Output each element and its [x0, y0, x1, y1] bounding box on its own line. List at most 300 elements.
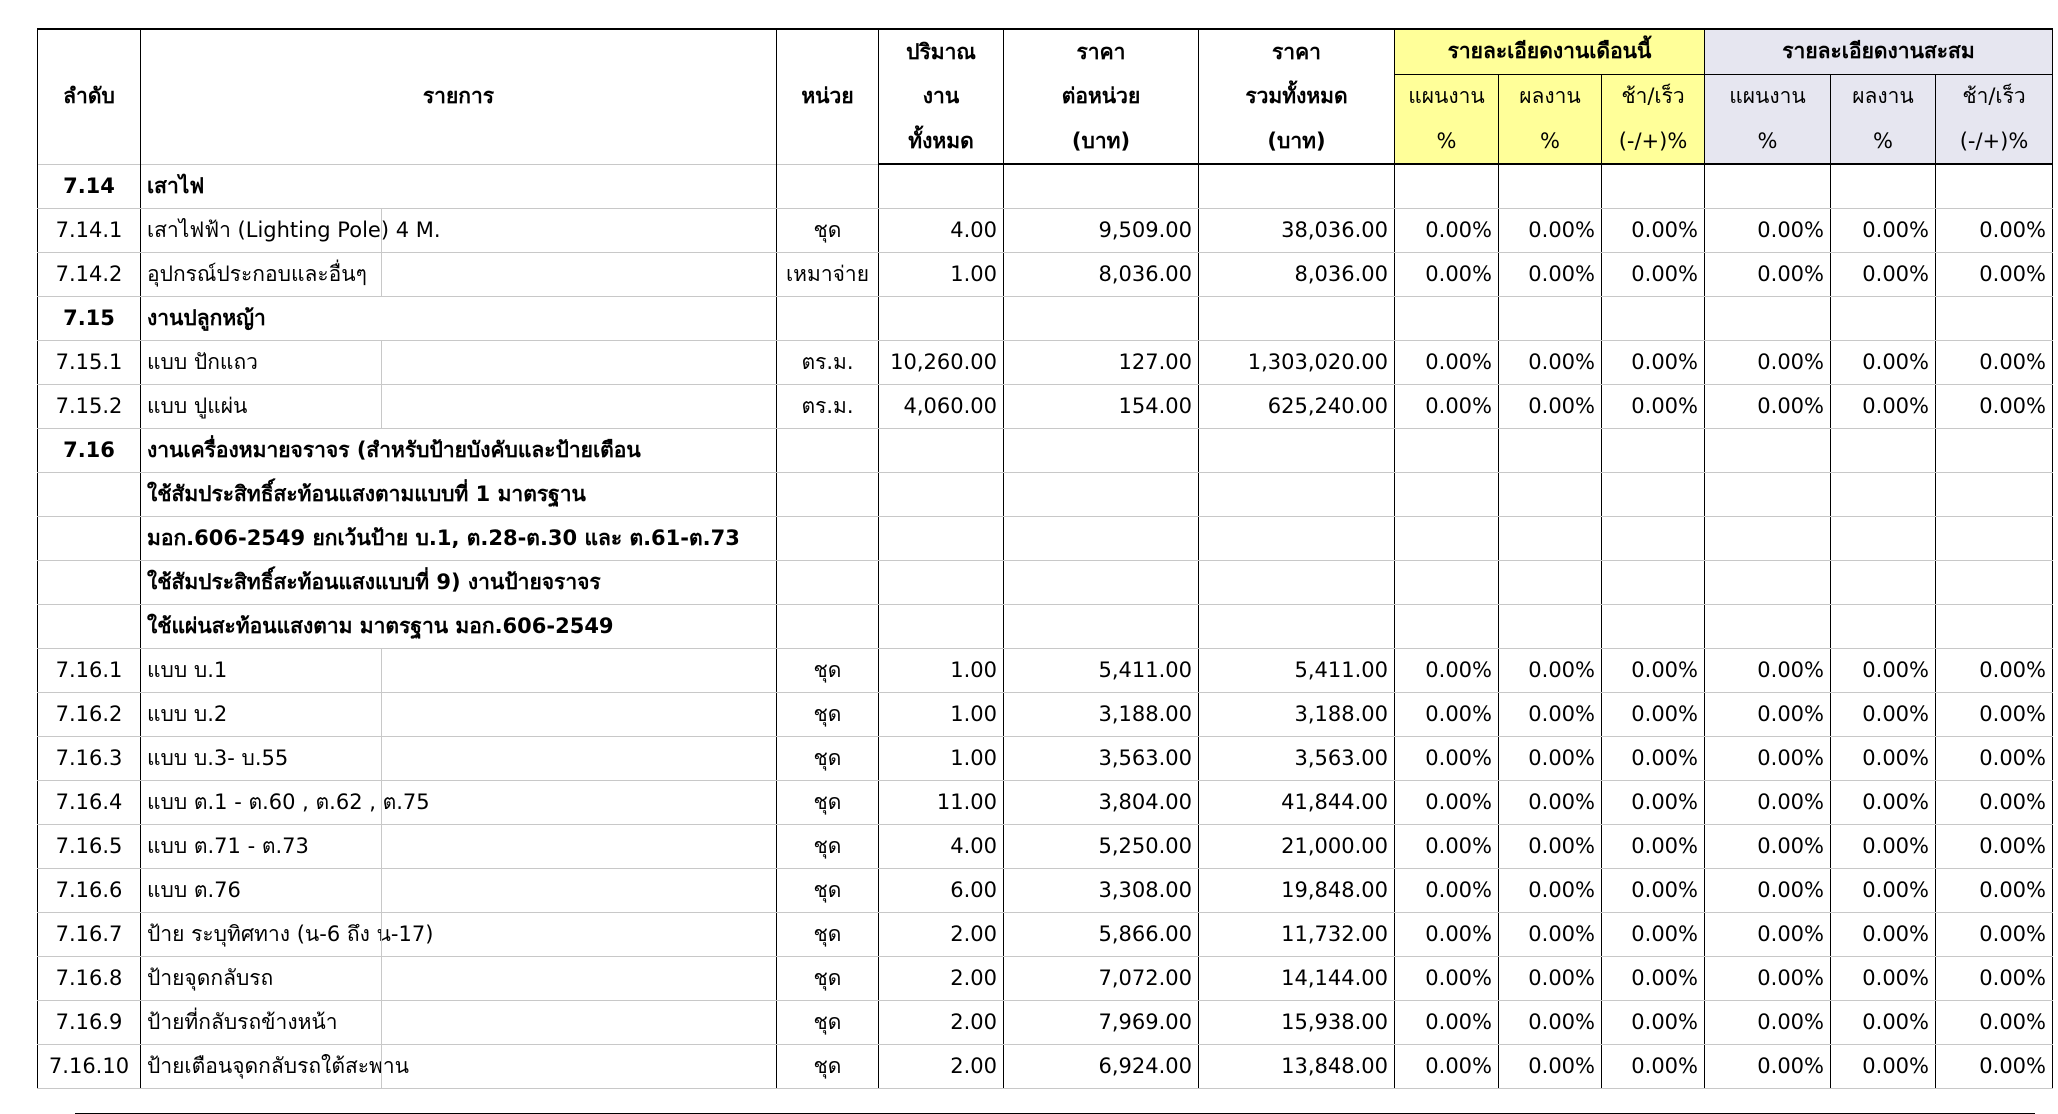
row-unit: ชุด [777, 736, 879, 780]
row-acc-plan: 0.00% [1705, 252, 1831, 296]
row-month-plan: 0.00% [1395, 780, 1499, 824]
row-unit: ชุด [777, 692, 879, 736]
row-unit: ชุด [777, 912, 879, 956]
row-unit [777, 164, 879, 208]
row-acc-result [1831, 428, 1936, 472]
row-item-text: แบบ ต.71 - ต.73 [147, 833, 309, 858]
row-total-price: 5,411.00 [1199, 648, 1395, 692]
row-unit: ชุด [777, 1044, 879, 1088]
row-item-text: เสาไฟฟ้า (Lighting Pole) 4 M. [147, 217, 441, 242]
row-quantity [879, 516, 1004, 560]
header-month-diff-unit: (-/+)% [1602, 119, 1705, 164]
row-month-result [1499, 164, 1602, 208]
header-qty-line2: งาน [879, 74, 1004, 119]
row-item-text: อุปกรณ์ประกอบและอื่นๆ [147, 261, 367, 286]
row-month-plan: 0.00% [1395, 340, 1499, 384]
row-acc-result [1831, 560, 1936, 604]
row-quantity: 4.00 [879, 208, 1004, 252]
row-code: 7.16.2 [38, 692, 141, 736]
sub-divider [381, 385, 382, 428]
row-month-plan: 0.00% [1395, 956, 1499, 1000]
row-unit-price: 8,036.00 [1004, 252, 1199, 296]
section-row [38, 516, 2053, 560]
row-acc-result: 0.00% [1831, 912, 1936, 956]
row-item-name [141, 780, 777, 824]
row-unit [777, 516, 879, 560]
table-row [38, 208, 2053, 252]
row-month-diff [1602, 516, 1705, 560]
row-month-plan [1395, 604, 1499, 648]
row-item-text: แบบ บ.2 [147, 701, 228, 726]
row-item-name [141, 956, 777, 1000]
row-total-price: 11,732.00 [1199, 912, 1395, 956]
row-unit-price: 3,563.00 [1004, 736, 1199, 780]
row-unit: ชุด [777, 1000, 879, 1044]
row-code: 7.15.2 [38, 384, 141, 428]
row-total-price: 1,303,020.00 [1199, 340, 1395, 384]
row-month-plan [1395, 428, 1499, 472]
row-acc-diff [1936, 472, 2053, 516]
row-acc-diff: 0.00% [1936, 824, 2053, 868]
row-acc-result: 0.00% [1831, 648, 1936, 692]
sub-divider [381, 781, 382, 824]
row-unit-price [1004, 164, 1199, 208]
header-total-line2: รวมทั้งหมด [1199, 74, 1395, 119]
row-unit [777, 560, 879, 604]
header-month-plan-unit: % [1395, 119, 1499, 164]
header-unit-price-line1: ราคา [1004, 29, 1199, 74]
row-unit: ชุด [777, 208, 879, 252]
row-acc-plan: 0.00% [1705, 1000, 1831, 1044]
row-code: 7.16.8 [38, 956, 141, 1000]
row-acc-plan [1705, 296, 1831, 340]
row-month-plan: 0.00% [1395, 868, 1499, 912]
table-row [38, 692, 2053, 736]
row-month-result [1499, 296, 1602, 340]
row-quantity: 11.00 [879, 780, 1004, 824]
sub-divider [381, 1001, 382, 1044]
row-unit: ชุด [777, 824, 879, 868]
row-month-plan: 0.00% [1395, 1044, 1499, 1088]
row-item-name [141, 868, 777, 912]
row-acc-diff: 0.00% [1936, 868, 2053, 912]
row-month-result: 0.00% [1499, 1044, 1602, 1088]
row-acc-diff: 0.00% [1936, 736, 2053, 780]
row-acc-result: 0.00% [1831, 252, 1936, 296]
row-item-name: ใช้สัมประสิทธิ์สะท้อนแสงตามแบบที่ 1 มาตรฐาน [141, 472, 777, 516]
row-unit [777, 296, 879, 340]
row-quantity: 2.00 [879, 912, 1004, 956]
row-month-result: 0.00% [1499, 648, 1602, 692]
row-item-name: เสาไฟ [141, 164, 777, 208]
row-acc-diff: 0.00% [1936, 208, 2053, 252]
row-item-name [141, 252, 777, 296]
row-quantity [879, 296, 1004, 340]
row-item-name: ใช้สัมประสิทธิ์สะท้อนแสงแบบที่ 9) งานป้ายจราจร [141, 560, 777, 604]
sub-divider [381, 957, 382, 1000]
row-month-plan [1395, 472, 1499, 516]
header-month-plan: แผนงาน [1395, 74, 1499, 119]
row-month-diff: 0.00% [1602, 868, 1705, 912]
row-acc-diff: 0.00% [1936, 1044, 2053, 1088]
row-code: 7.16.9 [38, 1000, 141, 1044]
sub-divider [381, 913, 382, 956]
row-quantity: 1.00 [879, 736, 1004, 780]
row-acc-result: 0.00% [1831, 384, 1936, 428]
row-total-price: 3,563.00 [1199, 736, 1395, 780]
row-unit-price [1004, 604, 1199, 648]
row-month-result: 0.00% [1499, 384, 1602, 428]
row-month-plan: 0.00% [1395, 252, 1499, 296]
row-code: 7.14.1 [38, 208, 141, 252]
row-acc-diff: 0.00% [1936, 1000, 2053, 1044]
row-unit-price [1004, 516, 1199, 560]
row-month-diff [1602, 296, 1705, 340]
row-month-plan: 0.00% [1395, 384, 1499, 428]
row-acc-diff [1936, 560, 2053, 604]
row-unit-price [1004, 560, 1199, 604]
row-item-text: ป้าย ระบุทิศทาง (น-6 ถึง น-17) [147, 921, 434, 946]
row-quantity: 4.00 [879, 824, 1004, 868]
row-unit: ชุด [777, 868, 879, 912]
row-code [38, 472, 141, 516]
section-row [38, 472, 2053, 516]
row-acc-result [1831, 472, 1936, 516]
row-total-price: 38,036.00 [1199, 208, 1395, 252]
row-code: 7.16.1 [38, 648, 141, 692]
row-total-price: 19,848.00 [1199, 868, 1395, 912]
row-unit-price [1004, 296, 1199, 340]
row-month-result: 0.00% [1499, 736, 1602, 780]
header-qty-line3: ทั้งหมด [879, 119, 1004, 164]
table-row [38, 1044, 2053, 1088]
row-quantity [879, 164, 1004, 208]
row-month-diff: 0.00% [1602, 692, 1705, 736]
row-item-text: แบบ ต.76 [147, 877, 241, 902]
sub-divider [381, 1045, 382, 1088]
row-acc-result: 0.00% [1831, 340, 1936, 384]
row-unit-price: 6,924.00 [1004, 1044, 1199, 1088]
row-acc-plan [1705, 604, 1831, 648]
table-row [38, 384, 2053, 428]
row-acc-diff: 0.00% [1936, 252, 2053, 296]
row-month-plan: 0.00% [1395, 912, 1499, 956]
row-month-plan: 0.00% [1395, 208, 1499, 252]
row-month-result [1499, 516, 1602, 560]
table-row [38, 780, 2053, 824]
row-month-plan [1395, 560, 1499, 604]
header-no: ลำดับ [38, 29, 141, 164]
row-quantity: 1.00 [879, 648, 1004, 692]
row-month-diff [1602, 428, 1705, 472]
row-quantity: 1.00 [879, 692, 1004, 736]
table-row [38, 956, 2053, 1000]
row-unit-price: 9,509.00 [1004, 208, 1199, 252]
row-total-price: 41,844.00 [1199, 780, 1395, 824]
table-row [38, 736, 2053, 780]
row-quantity: 1.00 [879, 252, 1004, 296]
row-acc-diff [1936, 516, 2053, 560]
row-month-diff: 0.00% [1602, 736, 1705, 780]
row-acc-diff [1936, 428, 2053, 472]
row-item-name [141, 1000, 777, 1044]
row-acc-plan: 0.00% [1705, 692, 1831, 736]
row-month-plan: 0.00% [1395, 1000, 1499, 1044]
row-month-result: 0.00% [1499, 868, 1602, 912]
row-acc-plan: 0.00% [1705, 208, 1831, 252]
row-acc-result: 0.00% [1831, 692, 1936, 736]
row-code: 7.16.5 [38, 824, 141, 868]
header-month-diff: ช้า/เร็ว [1602, 74, 1705, 119]
row-acc-plan: 0.00% [1705, 648, 1831, 692]
sub-divider [381, 737, 382, 780]
row-acc-result: 0.00% [1831, 956, 1936, 1000]
row-code: 7.16.4 [38, 780, 141, 824]
row-unit: ชุด [777, 956, 879, 1000]
row-acc-diff [1936, 164, 2053, 208]
row-acc-result: 0.00% [1831, 824, 1936, 868]
header-unit-price-line3: (บาท) [1004, 119, 1199, 164]
row-unit-price: 5,866.00 [1004, 912, 1199, 956]
row-code: 7.15.1 [38, 340, 141, 384]
row-month-diff: 0.00% [1602, 956, 1705, 1000]
row-unit-price: 7,969.00 [1004, 1000, 1199, 1044]
progress-table [37, 28, 2053, 1089]
row-item-text: แบบ ปักแถว [147, 349, 258, 374]
row-acc-diff [1936, 296, 2053, 340]
row-unit: ชุด [777, 648, 879, 692]
row-quantity: 2.00 [879, 1000, 1004, 1044]
row-unit-price: 5,250.00 [1004, 824, 1199, 868]
row-item-name [141, 648, 777, 692]
row-quantity: 10,260.00 [879, 340, 1004, 384]
row-acc-plan: 0.00% [1705, 736, 1831, 780]
row-item-name [141, 340, 777, 384]
row-month-result [1499, 560, 1602, 604]
row-code: 7.16.6 [38, 868, 141, 912]
row-month-plan: 0.00% [1395, 824, 1499, 868]
header-total-line1: ราคา [1199, 29, 1395, 74]
row-acc-plan: 0.00% [1705, 824, 1831, 868]
header-qty-line1: ปริมาณ [879, 29, 1004, 74]
row-month-diff: 0.00% [1602, 1044, 1705, 1088]
row-quantity: 4,060.00 [879, 384, 1004, 428]
row-code [38, 604, 141, 648]
row-code: 7.16.10 [38, 1044, 141, 1088]
row-acc-result: 0.00% [1831, 736, 1936, 780]
row-acc-plan: 0.00% [1705, 868, 1831, 912]
row-item-name [141, 1044, 777, 1088]
row-code: 7.14.2 [38, 252, 141, 296]
table-row [38, 252, 2053, 296]
table-row [38, 648, 2053, 692]
row-unit: ตร.ม. [777, 384, 879, 428]
row-acc-diff [1936, 604, 2053, 648]
row-total-price [1199, 472, 1395, 516]
row-quantity: 2.00 [879, 956, 1004, 1000]
table-row [38, 1000, 2053, 1044]
row-month-result [1499, 472, 1602, 516]
row-item-name [141, 208, 777, 252]
section-row [38, 164, 2053, 208]
section-row [38, 428, 2053, 472]
row-total-price [1199, 428, 1395, 472]
row-month-result: 0.00% [1499, 340, 1602, 384]
row-unit: ตร.ม. [777, 340, 879, 384]
header-unit: หน่วย [777, 29, 879, 164]
row-month-result: 0.00% [1499, 1000, 1602, 1044]
row-month-result [1499, 428, 1602, 472]
row-acc-plan: 0.00% [1705, 1044, 1831, 1088]
row-month-diff: 0.00% [1602, 780, 1705, 824]
row-quantity: 2.00 [879, 1044, 1004, 1088]
row-unit-price: 5,411.00 [1004, 648, 1199, 692]
row-acc-plan: 0.00% [1705, 956, 1831, 1000]
row-acc-diff: 0.00% [1936, 912, 2053, 956]
row-item-name: งานปลูกหญ้า [141, 296, 777, 340]
row-unit-price: 154.00 [1004, 384, 1199, 428]
row-acc-diff: 0.00% [1936, 692, 2053, 736]
row-item-text: ป้ายที่กลับรถข้างหน้า [147, 1009, 338, 1034]
sub-divider [381, 693, 382, 736]
row-item-text: แบบ ปูแผ่น [147, 393, 248, 418]
row-month-diff [1602, 164, 1705, 208]
row-unit-price: 3,188.00 [1004, 692, 1199, 736]
row-acc-diff: 0.00% [1936, 956, 2053, 1000]
section-row [38, 296, 2053, 340]
header-acc-result: ผลงาน [1831, 74, 1936, 119]
row-total-price: 13,848.00 [1199, 1044, 1395, 1088]
row-code: 7.16.3 [38, 736, 141, 780]
header-acc-plan-unit: % [1705, 119, 1831, 164]
header-this-month: รายละเอียดงานเดือนนี้ [1395, 29, 1705, 74]
row-item-name [141, 912, 777, 956]
row-total-price: 625,240.00 [1199, 384, 1395, 428]
header-item: รายการ [141, 29, 777, 164]
row-acc-result [1831, 604, 1936, 648]
sub-divider [381, 649, 382, 692]
header-row-1 [38, 29, 2053, 74]
row-acc-diff: 0.00% [1936, 780, 2053, 824]
row-item-name [141, 736, 777, 780]
row-unit-price: 127.00 [1004, 340, 1199, 384]
row-month-plan: 0.00% [1395, 648, 1499, 692]
sub-divider [381, 341, 382, 384]
row-unit-price [1004, 428, 1199, 472]
row-item-name [141, 384, 777, 428]
row-month-diff: 0.00% [1602, 912, 1705, 956]
row-total-price: 15,938.00 [1199, 1000, 1395, 1044]
row-acc-result: 0.00% [1831, 868, 1936, 912]
row-quantity [879, 604, 1004, 648]
row-month-diff: 0.00% [1602, 252, 1705, 296]
table-row [38, 912, 2053, 956]
row-total-price [1199, 296, 1395, 340]
row-item-name [141, 692, 777, 736]
row-unit [777, 604, 879, 648]
row-month-result [1499, 604, 1602, 648]
row-month-diff [1602, 472, 1705, 516]
row-month-diff: 0.00% [1602, 208, 1705, 252]
row-acc-result [1831, 164, 1936, 208]
section-row [38, 560, 2053, 604]
sub-divider [381, 253, 382, 296]
row-month-plan: 0.00% [1395, 692, 1499, 736]
row-acc-plan: 0.00% [1705, 912, 1831, 956]
header-acc-diff: ช้า/เร็ว [1936, 74, 2053, 119]
sub-divider [381, 209, 382, 252]
row-item-name: งานเครื่องหมายจราจร (สำหรับป้ายบังคับและป้ายเตือน [141, 428, 777, 472]
row-acc-plan [1705, 428, 1831, 472]
row-month-diff: 0.00% [1602, 648, 1705, 692]
row-acc-result: 0.00% [1831, 1000, 1936, 1044]
row-total-price: 3,188.00 [1199, 692, 1395, 736]
row-code [38, 516, 141, 560]
header-acc-plan: แผนงาน [1705, 74, 1831, 119]
row-total-price [1199, 516, 1395, 560]
row-item-text: แบบ ต.1 - ต.60 , ต.62 , ต.75 [147, 789, 430, 814]
row-acc-result: 0.00% [1831, 1044, 1936, 1088]
row-unit-price: 3,308.00 [1004, 868, 1199, 912]
row-acc-plan [1705, 516, 1831, 560]
row-acc-result [1831, 296, 1936, 340]
row-item-text: แบบ บ.1 [147, 657, 228, 682]
row-acc-result [1831, 516, 1936, 560]
section-row [38, 604, 2053, 648]
row-month-plan [1395, 164, 1499, 208]
header-unit-price-line2: ต่อหน่วย [1004, 74, 1199, 119]
row-acc-plan [1705, 472, 1831, 516]
row-item-name: ใช้แผ่นสะท้อนแสงตาม มาตรฐาน มอก.606-2549 [141, 604, 777, 648]
row-unit: ชุด [777, 780, 879, 824]
row-total-price [1199, 604, 1395, 648]
row-acc-plan: 0.00% [1705, 780, 1831, 824]
row-unit-price [1004, 472, 1199, 516]
row-total-price [1199, 560, 1395, 604]
row-unit-price: 7,072.00 [1004, 956, 1199, 1000]
row-code [38, 560, 141, 604]
row-code: 7.15 [38, 296, 141, 340]
row-quantity [879, 472, 1004, 516]
row-month-plan: 0.00% [1395, 736, 1499, 780]
header-acc-diff-unit: (-/+)% [1936, 119, 2053, 164]
sub-divider [381, 869, 382, 912]
row-item-text: แบบ บ.3- บ.55 [147, 745, 289, 770]
row-item-text: ป้ายจุดกลับรถ [147, 965, 274, 990]
row-total-price [1199, 164, 1395, 208]
table-row [38, 340, 2053, 384]
header-month-result-unit: % [1499, 119, 1602, 164]
row-month-result: 0.00% [1499, 208, 1602, 252]
table-body [38, 164, 2053, 1088]
row-unit [777, 472, 879, 516]
row-total-price: 14,144.00 [1199, 956, 1395, 1000]
row-unit [777, 428, 879, 472]
row-acc-plan: 0.00% [1705, 340, 1831, 384]
row-total-price: 8,036.00 [1199, 252, 1395, 296]
row-month-diff: 0.00% [1602, 1000, 1705, 1044]
row-month-plan [1395, 516, 1499, 560]
row-month-diff: 0.00% [1602, 340, 1705, 384]
row-item-name: มอก.606-2549 ยกเว้นป้าย บ.1, ต.28-ต.30 และ ต.61-ต.73 [141, 516, 777, 560]
row-acc-result: 0.00% [1831, 780, 1936, 824]
row-item-text: ป้ายเตือนจุดกลับรถใต้สะพาน [147, 1053, 410, 1078]
row-unit: เหมาจ่าย [777, 252, 879, 296]
table-row [38, 824, 2053, 868]
row-code: 7.16.7 [38, 912, 141, 956]
row-month-result: 0.00% [1499, 692, 1602, 736]
row-code: 7.16 [38, 428, 141, 472]
